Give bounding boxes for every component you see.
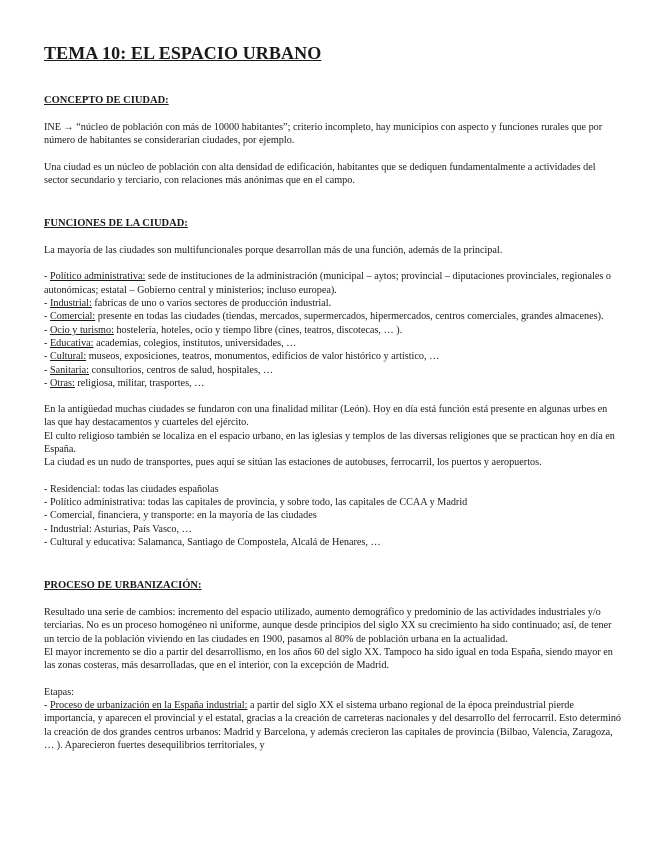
item-label: Ocio y turismo: <box>49 324 114 336</box>
list-item: - Comercial: presente en todas las ciudades (tiendas, mercados, supermercados, hipermercados, centros comerciales, grandes almacenes). <box>44 311 604 323</box>
paragraph-definicion: Una ciudad es un núcleo de población con alta densidad de edificación, habitantes que se dediquen fundamentalmente a actividades del sector secundario y terciario, con relaciones más anónimas que en el campo. <box>44 161 596 186</box>
item-label: Político administrativa: <box>49 271 146 283</box>
item-text: academias, colegios, institutos, universidades, … <box>93 337 297 349</box>
paragraph-desarrollismo: El mayor incremento se dio a partir del desarrollismo, en los años 60 del siglo XX. Tampoco ha sido igual en toda España, siendo mayor en las zonas costeras, más desarrolladas, que en el interior, con la excepción de Madrid. <box>44 647 613 672</box>
list-item: - Industrial: fabricas de uno o varios sectores de producción industrial. <box>44 298 332 310</box>
item-label: Industrial: <box>49 298 92 310</box>
item-text: sede de instituciones de la administración (municipal – aytos; provincial – diputaciones provinciales, regionales o autonómicas; estatal – Gobierno central y ministerios; incluso europea). <box>44 271 611 296</box>
item-text: consultorios, centros de salud, hospitales, … <box>89 364 274 376</box>
heading-funciones: FUNCIONES DE LA CIUDAD: <box>44 218 188 230</box>
paragraph-multifuncional: La mayoría de las ciudades son multifuncionales porque desarrollan más de una función, además de la principal. <box>44 245 503 257</box>
list-item: - Otras: religiosa, militar, trasportes, … <box>44 377 205 389</box>
etapas-label: Etapas: <box>44 686 74 698</box>
list-funciones <box>44 270 621 390</box>
paragraph-transportes: La ciudad es un nudo de transportes, pues aquí se sitúan las estaciones de autobuses, ferrocarril, los puertos y aeropuertos. <box>44 457 542 469</box>
heading-concepto: CONCEPTO DE CIUDAD: <box>44 95 169 106</box>
item-label: Educativa: <box>49 337 94 349</box>
etapa-label: Proceso de urbanización en la España industrial: <box>49 699 248 711</box>
paragraph-militar: En la antigüedad muchas ciudades se fundaron con una finalidad militar (León). Hoy en día está función está presente en algunas urbes en las que hay destacamentos y cuarteles del ejército. <box>44 404 608 429</box>
list-item: - Sanitaria: consultorios, centros de salud, hospitales, … <box>44 364 274 376</box>
paragraph-etapa-industrial: - Proceso de urbanización en la España industrial: a partir del siglo XX el sistema urbano regional de la época preindustrial pierde importancia, y aparecen el provincial y el estatal, gracias a la creación de carreteras nacionales y del desarrollo del ferrocarril. Esto determinó la creación de dos grandes centros urbanos: Madrid y Barcelona, y además crecieron las capitales de provincia (Bilbao, Valencia, Zaragoza, … ). Aparecieron fuertes desequilibrios territoriales, y <box>44 699 622 751</box>
list-item: - Residencial: todas las ciudades españolas <box>44 483 219 495</box>
list-item: - Cultural: museos, exposiciones, teatros, monumentos, edificios de valor histórico y artístico, … <box>44 351 440 363</box>
list-item: - Comercial, financiera, y transporte: en la mayoría de las ciudades <box>44 510 317 522</box>
paragraph-religioso: El culto religioso también se localiza en el espacio urbano, en las iglesias y templos de las diversas religiones que se practican hoy en día en España. <box>44 430 615 456</box>
list-item: - Cultural y educativa: Salamanca, Santiago de Compostela, Alcalá de Henares, … <box>44 536 381 548</box>
item-label: Sanitaria: <box>49 364 89 376</box>
item-text: hostelería, hoteles, ocio y tiempo libre (cines, teatros, discotecas, … ). <box>113 324 403 336</box>
list-item: - Industrial: Asturias, País Vasco, … <box>44 523 192 535</box>
item-label: Cultural: <box>49 351 87 363</box>
item-text: presente en todas las ciudades (tiendas, mercados, supermercados, hipermercados, centros comerciales, grandes almacenes). <box>95 311 604 323</box>
paragraph-ine: INE → “núcleo de población con más de 10000 habitantes”; criterio incompleto, hay municipios con aspecto y funciones rurales que por número de habitantes se considerarían ciudades, por ejemplo. <box>44 122 603 147</box>
list-item: - Ocio y turismo: hostelería, hoteles, ocio y tiempo libre (cines, teatros, discotecas, … ). <box>44 324 403 336</box>
etapa-text: a partir del siglo XX el sistema urbano regional de la época preindustrial pierde importancia, y aparecen el provincial y el estatal, gracias a la creación de carreteras nacionales y del desarrollo del ferrocarril. Esto determinó la creación de dos grandes centros urbanos: Madrid y Barcelona, y además crecieron las capitales de provincia (Bilbao, Valencia, Zaragoza, … ). Aparecieron fuertes desequilibrios territoriales, y <box>44 699 622 751</box>
item-label: Otras: <box>49 377 75 389</box>
list-item: - Político administrativa: sede de instituciones de la administración (municipal – aytos; provincial – diputaciones provinciales, regionales o autonómicas; estatal – Gobierno central y ministerios; incluso europea). <box>44 271 611 296</box>
heading-proceso: PROCESO DE URBANIZACIÓN: <box>44 580 202 592</box>
item-label: Comercial: <box>49 311 96 323</box>
list-item: - Político administrativa: todas las capitales de provincia, y sobre todo, las capitales de CCAA y Madrid <box>44 496 468 508</box>
item-text: museos, exposiciones, teatros, monumentos, edificios de valor histórico y artístico, … <box>86 351 440 363</box>
item-text: religiosa, militar, trasportes, … <box>74 377 205 389</box>
document-title: TEMA 10: EL ESPACIO URBANO <box>44 43 322 63</box>
list-ejemplos <box>44 483 621 549</box>
list-item: - Educativa: academias, colegios, institutos, universidades, … <box>44 337 297 349</box>
item-text: fabricas de uno o varios sectores de producción industrial. <box>91 298 332 310</box>
paragraph-resultado: Resultado una serie de cambios: incremento del espacio utilizado, aumento demográfico y predominio de las actividades industriales y/o terciarias. No es un proceso homogéneo ni uniforme, aunque desde principios del siglo XX su crecimiento ha sido continuado; así, de tener un tercio de la población viviendo en las ciudades en 1900, pasamos al 80% de población urbana en la actualidad. <box>44 607 612 645</box>
